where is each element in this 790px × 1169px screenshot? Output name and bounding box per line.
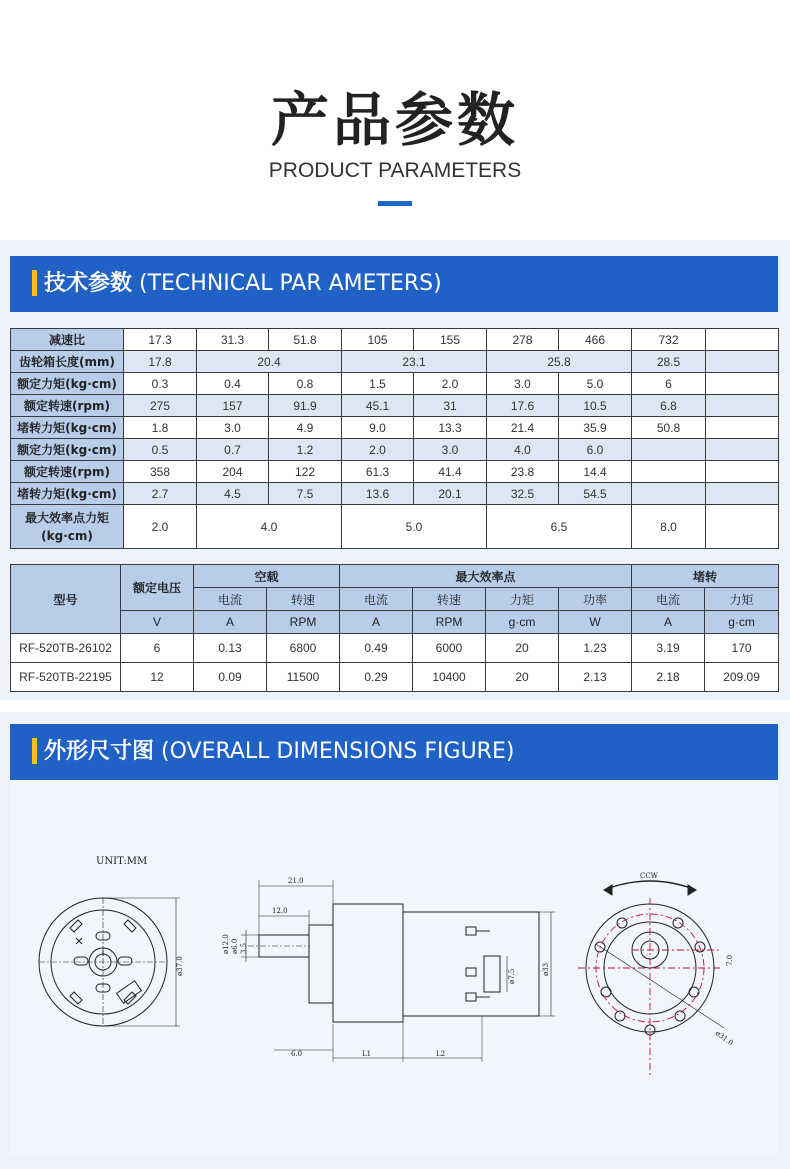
title-underline xyxy=(378,201,412,206)
tech-cell: 14.4 xyxy=(559,461,632,483)
tech-cell: 0.4 xyxy=(197,373,269,395)
tech-cell: 28.5 xyxy=(632,351,706,373)
tech-cell: 4.9 xyxy=(269,417,342,439)
section-marker xyxy=(32,738,37,764)
tech-cell: 1.2 xyxy=(269,439,342,461)
dim-title-en: (OVERALL DIMENSIONS FIGURE) xyxy=(154,739,515,764)
unit-label: UNIT:MM xyxy=(96,856,148,867)
spec-cell: 0.29 xyxy=(340,663,413,692)
spec-subheader: 转速 xyxy=(267,588,340,611)
tech-cell xyxy=(706,373,779,395)
tech-row xyxy=(11,439,779,461)
spec-cell: 20 xyxy=(486,663,559,692)
tech-cell xyxy=(632,483,706,505)
shaft-35-label: 3.5 xyxy=(240,942,248,954)
tech-cell: 6.8 xyxy=(632,395,706,417)
dim-6-label: 6.0 xyxy=(291,1050,303,1058)
tech-cell: 275 xyxy=(124,395,197,417)
dimension-drawing xyxy=(10,780,778,1155)
ccw-label: CCW xyxy=(640,872,658,880)
tech-cell: 91.9 xyxy=(269,395,342,417)
tech-cell: 51.8 xyxy=(269,329,342,351)
tech-cell: 3.0 xyxy=(487,373,559,395)
tech-cell: 41.4 xyxy=(414,461,487,483)
tech-cell xyxy=(706,505,779,549)
dim-l1-label: L1 xyxy=(362,1050,372,1058)
tech-row-label: 额定力矩(kg·cm) xyxy=(11,373,124,395)
tech-cell: 20.4 xyxy=(197,351,342,373)
tech-cell: 32.5 xyxy=(487,483,559,505)
rear-7-label: 7.0 xyxy=(726,954,734,966)
tech-cell: 13.3 xyxy=(414,417,487,439)
tech-cell: 4.5 xyxy=(197,483,269,505)
spec-model-cell: RF-520TB-22195 xyxy=(11,663,121,692)
tech-cell: 732 xyxy=(632,329,706,351)
tech-title-cn: 技术参数 xyxy=(44,271,133,296)
tech-cell xyxy=(632,439,706,461)
tech-cell: 31 xyxy=(414,395,487,417)
tech-row-label: 额定转速(rpm) xyxy=(11,395,124,417)
spec-group-noload: 空载 xyxy=(194,565,340,588)
tech-cell xyxy=(706,483,779,505)
tech-cell: 23.1 xyxy=(342,351,487,373)
tech-cell: 2.0 xyxy=(342,439,414,461)
spec-header-model: 型号 xyxy=(11,565,121,634)
tech-cell: 20.1 xyxy=(414,483,487,505)
tech-cell: 155 xyxy=(414,329,487,351)
spec-unit: g·cm xyxy=(705,611,779,634)
tech-cell: 13.6 xyxy=(342,483,414,505)
tech-cell xyxy=(706,329,779,351)
tech-cell: 2.0 xyxy=(124,505,197,549)
spec-subheader: 转速 xyxy=(413,588,486,611)
tech-row-label: 额定转速(rpm) xyxy=(11,461,124,483)
dim-21-label: 21.0 xyxy=(288,877,304,885)
tech-cell: 466 xyxy=(559,329,632,351)
rear-31-label: ø31.0 xyxy=(713,1029,735,1048)
spec-subheader: 电流 xyxy=(632,588,705,611)
spec-subheader: 力矩 xyxy=(705,588,779,611)
tech-cell: 0.7 xyxy=(197,439,269,461)
tech-cell: 54.5 xyxy=(559,483,632,505)
terminal-75-label: ø7.5 xyxy=(508,968,516,984)
spec-cell: 12 xyxy=(121,663,194,692)
tech-cell: 6 xyxy=(632,373,706,395)
tech-cell: 61.3 xyxy=(342,461,414,483)
spec-unit: g·cm xyxy=(486,611,559,634)
spec-unit: V xyxy=(121,611,194,634)
spec-subheader: 电流 xyxy=(194,588,267,611)
spec-subheader: 电流 xyxy=(340,588,413,611)
tech-cell: 17.3 xyxy=(124,329,197,351)
tech-cell: 2.0 xyxy=(414,373,487,395)
spec-row xyxy=(11,634,779,663)
spec-unit: A xyxy=(194,611,267,634)
tech-row xyxy=(11,505,779,549)
tech-row-label: 齿轮箱长度(mm) xyxy=(11,351,124,373)
tech-cell xyxy=(706,395,779,417)
tech-row-label: 减速比 xyxy=(11,329,124,351)
tech-cell: 157 xyxy=(197,395,269,417)
spec-cell: 6 xyxy=(121,634,194,663)
tech-cell: 7.5 xyxy=(269,483,342,505)
dim-title-cn: 外形尺寸图 xyxy=(44,739,155,764)
tech-section-header xyxy=(10,256,778,312)
tech-cell: 6.5 xyxy=(487,505,632,549)
tech-cell: 1.8 xyxy=(124,417,197,439)
spec-cell: 209.09 xyxy=(705,663,779,692)
tech-cell xyxy=(706,351,779,373)
tech-row xyxy=(11,351,779,373)
section-marker xyxy=(32,270,37,296)
dim-section-header xyxy=(10,724,778,780)
tech-cell: 8.0 xyxy=(632,505,706,549)
tech-cell: 4.0 xyxy=(197,505,342,549)
tech-cell: 4.0 xyxy=(487,439,559,461)
spec-unit: A xyxy=(632,611,705,634)
tech-cell: 6.0 xyxy=(559,439,632,461)
tech-cell: 25.8 xyxy=(487,351,632,373)
dim-l2-label: L2 xyxy=(436,1050,446,1058)
tech-cell: 3.0 xyxy=(197,417,269,439)
tech-cell: 50.8 xyxy=(632,417,706,439)
spec-cell: 10400 xyxy=(413,663,486,692)
tech-cell: 17.6 xyxy=(487,395,559,417)
tech-cell: 204 xyxy=(197,461,269,483)
spec-unit: A xyxy=(340,611,413,634)
spec-cell: 0.49 xyxy=(340,634,413,663)
tech-row xyxy=(11,461,779,483)
tech-cell: 5.0 xyxy=(559,373,632,395)
page-subtitle: PRODUCT PARAMETERS xyxy=(268,159,522,182)
tech-cell: 45.1 xyxy=(342,395,414,417)
tech-cell: 23.8 xyxy=(487,461,559,483)
spec-group-stall: 堵转 xyxy=(632,565,779,588)
tech-cell: 2.7 xyxy=(124,483,197,505)
front-dia-label: ø37.0 xyxy=(176,956,184,976)
spec-cell: 11500 xyxy=(267,663,340,692)
tech-row-label: 额定力矩(kg·cm) xyxy=(11,439,124,461)
tech-row-label: 最大效率点力矩 (kg·cm) xyxy=(11,505,124,549)
rear-centerlines xyxy=(578,898,722,1076)
body-33-label: ø33 xyxy=(542,962,550,976)
tech-row xyxy=(11,395,779,417)
tech-row-label: 堵转力矩(kg·cm) xyxy=(11,417,124,439)
spec-cell: 0.13 xyxy=(194,634,267,663)
tech-cell: 358 xyxy=(124,461,197,483)
tech-cell: 35.9 xyxy=(559,417,632,439)
tech-cell xyxy=(632,461,706,483)
tech-row xyxy=(11,417,779,439)
tech-row-label: 堵转力矩(kg·cm) xyxy=(11,483,124,505)
spec-cell: 2.13 xyxy=(559,663,632,692)
spec-cell: 6000 xyxy=(413,634,486,663)
spec-unit: W xyxy=(559,611,632,634)
page-title: 产品参数 xyxy=(270,86,519,154)
spec-subheader: 功率 xyxy=(559,588,632,611)
tech-row xyxy=(11,329,779,351)
tech-row xyxy=(11,483,779,505)
tech-cell: 21.4 xyxy=(487,417,559,439)
spec-cell: 2.18 xyxy=(632,663,705,692)
spec-unit: RPM xyxy=(413,611,486,634)
tech-cell: 5.0 xyxy=(342,505,487,549)
shaft-12-label: ø12.0 xyxy=(222,934,230,954)
tech-cell: 0.3 xyxy=(124,373,197,395)
dim-12-label: 12.0 xyxy=(272,907,288,915)
tech-cell: 0.8 xyxy=(269,373,342,395)
spec-cell: 6800 xyxy=(267,634,340,663)
spec-header-voltage: 额定电压 xyxy=(121,565,194,611)
tech-cell: 9.0 xyxy=(342,417,414,439)
tech-cell xyxy=(706,439,779,461)
tech-title-en: (TECHNICAL PAR AMETERS) xyxy=(132,271,442,296)
spec-cell: 170 xyxy=(705,634,779,663)
spec-cell: 20 xyxy=(486,634,559,663)
tech-cell xyxy=(706,461,779,483)
shaft-6-label: ø6.0 xyxy=(231,938,239,954)
dimensions-figure xyxy=(10,780,778,1155)
spec-subheader: 力矩 xyxy=(486,588,559,611)
spec-unit: RPM xyxy=(267,611,340,634)
spec-group-maxeff: 最大效率点 xyxy=(340,565,632,588)
tech-row xyxy=(11,373,779,395)
tech-cell: 0.5 xyxy=(124,439,197,461)
tech-cell: 105 xyxy=(342,329,414,351)
tech-cell: 1.5 xyxy=(342,373,414,395)
tech-cell: 31.3 xyxy=(197,329,269,351)
tech-cell: 122 xyxy=(269,461,342,483)
spec-table xyxy=(10,564,779,692)
rear-view xyxy=(586,881,724,1035)
tech-cell: 10.5 xyxy=(559,395,632,417)
spec-cell: 1.23 xyxy=(559,634,632,663)
spec-model-cell: RF-520TB-26102 xyxy=(11,634,121,663)
spec-cell: 0.09 xyxy=(194,663,267,692)
front-view xyxy=(39,898,180,1026)
spec-cell: 3.19 xyxy=(632,634,705,663)
tech-cell: 3.0 xyxy=(414,439,487,461)
tech-parameters-table xyxy=(10,328,779,549)
tech-cell: 17.8 xyxy=(124,351,197,373)
tech-cell: 278 xyxy=(487,329,559,351)
hero-header xyxy=(0,0,790,240)
spec-row xyxy=(11,663,779,692)
tech-cell xyxy=(706,417,779,439)
